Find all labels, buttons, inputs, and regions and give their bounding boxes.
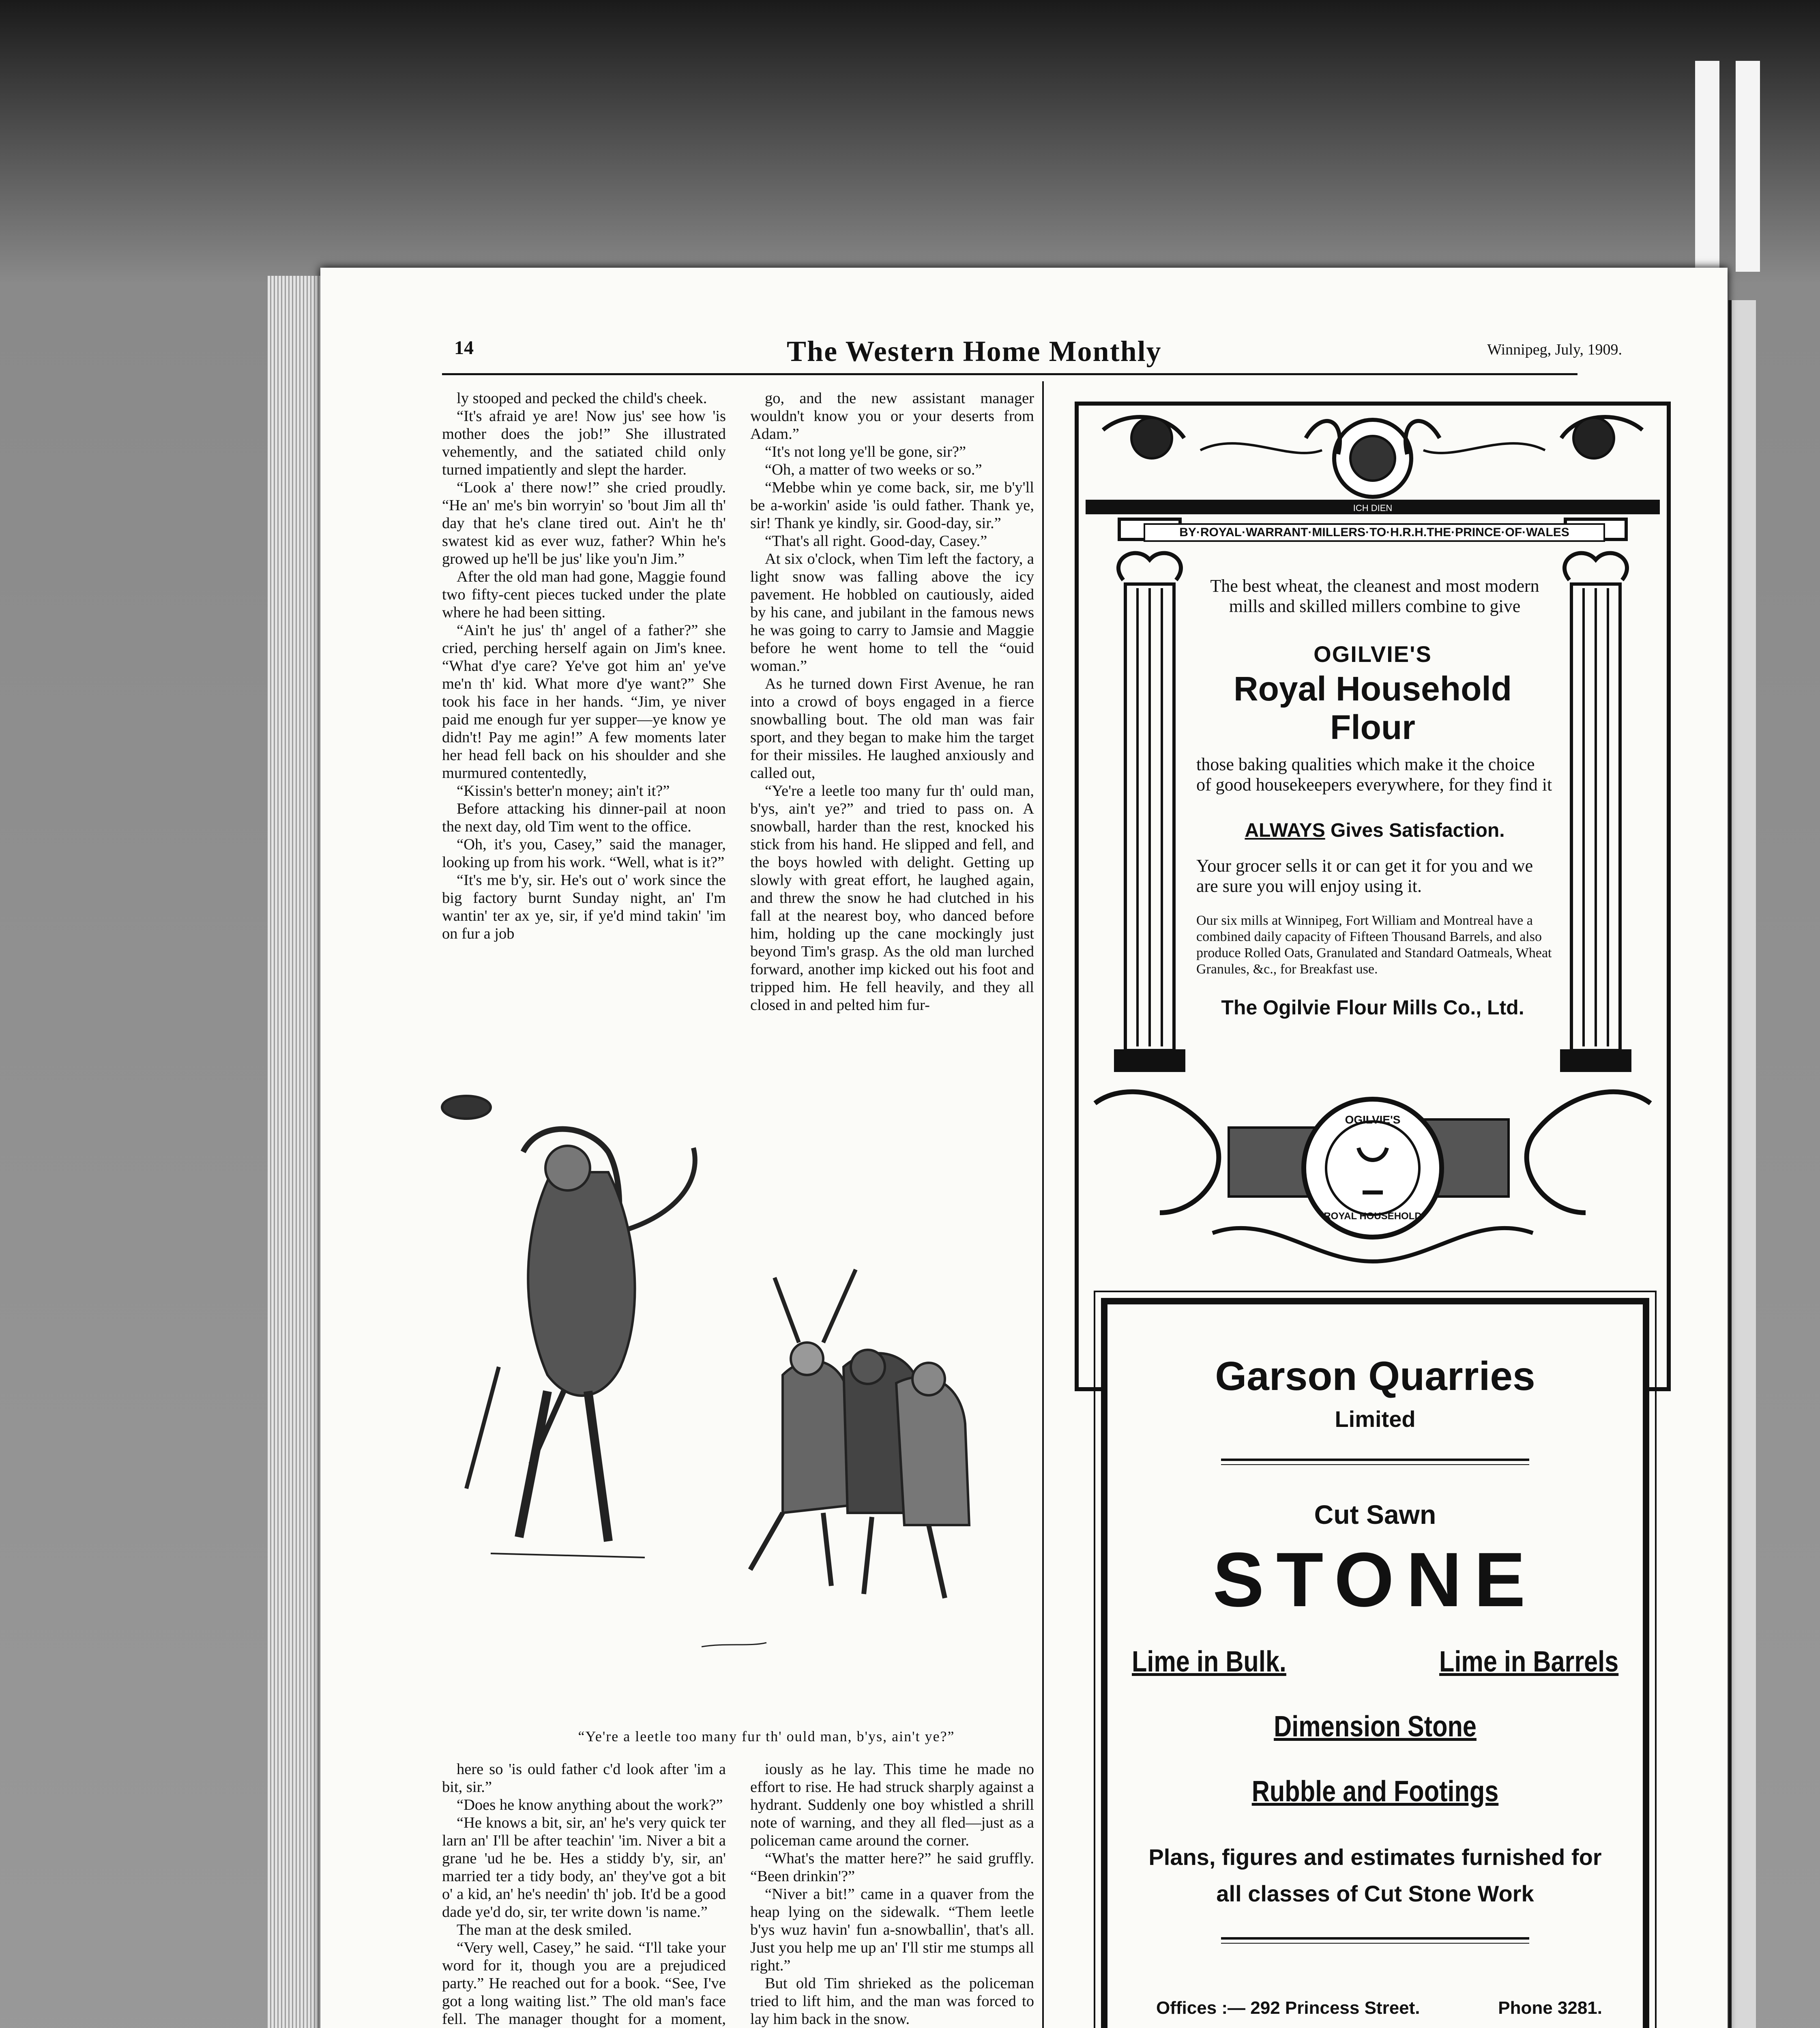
office-phone: Phone 3281.	[1498, 1998, 1602, 2018]
paragraph: After the old man had gone, Maggie found two fifty-cent pieces tucked under the plate where he had been sitting.	[442, 568, 726, 621]
brand-name: OGILVIE'S	[1313, 641, 1432, 667]
offices-address: Offices :— 292 Princess Street.	[1156, 1998, 1420, 2018]
paragraph: “That's all right. Good-day, Casey.”	[765, 533, 987, 550]
paragraph: “Look a' there now!” she cried proudly. “He an' me's bin worryin' so 'bout Jim all th' day that he's clane tired out. Ain't he th' swatest kid as ever wuz, father? Whin he's growed up he'll be jus' like you'n Jim.”	[442, 479, 726, 567]
film-bar	[1695, 61, 1719, 272]
plans-line-1: Plans, figures and estimates furnished for	[1148, 1844, 1602, 1870]
paragraph: “Ain't he jus' th' angel of a father?” she cried, perching herself again on Jim's knee. “What d'ye care? Ye've got him an' ye've me'n th' kid. What more d'ye want?” She took his face in her hands. “Jim, ye niver paid me enough fur yer supper—ye know ye didn't! Pay me agin!” A few moments later her head fell back on his shoulder and she murmured contentedly,	[442, 622, 726, 782]
story-column-2-bottom	[750, 1760, 1034, 2028]
story-column-1-bottom	[442, 1760, 726, 2028]
paragraph: Before attacking his dinner-pail at noon the next day, old Tim went to the office.	[442, 800, 726, 835]
rubble-footings-label: Rubble and Footings	[1251, 1775, 1499, 1808]
divider	[1221, 1459, 1529, 1461]
satisfaction-text: Gives Satisfaction.	[1325, 820, 1505, 841]
paragraph: “What's the matter here?” he said gruffly. “Been drinkin'?”	[750, 1850, 1034, 1885]
facing-page-edge	[1728, 300, 1756, 2028]
always-word: ALWAYS	[1245, 820, 1325, 841]
satisfaction-line	[1196, 819, 1553, 842]
paragraph: iously as he lay. This time he made no effort to rise. He had struck sharply against a hydrant. Suddenly one boy whistled a shrill note of warning, and they all fled—just as a policeman came around the corner.	[750, 1761, 1034, 1849]
product-name-line2: Flour	[1330, 708, 1415, 746]
paragraph: As he turned down First Avenue, he ran into a crowd of boys engaged in a fierce snowballing bout. The old man was fair sport, and they began to make him the target for their missiles. He laughed anxiously and called out,	[750, 675, 1034, 782]
magazine-page	[320, 268, 1728, 2028]
product-name-line1: Royal Household	[1233, 670, 1512, 708]
motto: ICH DIEN	[1353, 503, 1393, 513]
paragraph: “It's me b'y, sir. He's out o' work since the big factory burnt Sunday night, an' I'm wantin' ter ax ye, sir, if ye'd mind takin' 'im on fur a job	[442, 872, 726, 942]
divider	[1221, 1937, 1529, 1940]
paragraph: “Niver a bit!” came in a quaver from the heap lying on the sidewalk. “Them leetle b'ys wuz havin' fun a-snowballin', that's all. Just you help me up an' I'll stir me stumps all right.”	[750, 1886, 1034, 1974]
snowball-illustration	[418, 1059, 1026, 1687]
divider	[1221, 1943, 1529, 1944]
garson-quarries-ad	[1101, 1298, 1649, 2028]
lime-barrels-label: Lime in Barrels	[1439, 1646, 1618, 1678]
paragraph: “Very well, Casey,” he said. “I'll take your word for it, though you are a prejudiced party.” He reached out for a book. “See, I've got a long waiting list.” The old man's face fell. The manager thought for a moment,	[442, 1939, 726, 2028]
lime-bulk-label: Lime in Bulk.	[1132, 1646, 1286, 1678]
issue-date: Winnipeg, July, 1909.	[1487, 341, 1622, 358]
column-rule	[1042, 381, 1044, 2028]
paragraph: here so 'is ould father c'd look after 'im a bit, sir.”	[442, 1761, 726, 1796]
paragraph: “Ye're a leetle too many fur th' ould man, b'ys, ain't ye?” and tried to pass on. A snowball, harder than the rest, knocked his stick from his hand. He slipped and fell, and the boys howled with delight. Getting up slowly with great effort, he laughed again, and threw the snow he had clutched in his fall at the nearest boy, who danced before him, holding up the cane mockingly just beyond Tim's grasp. As the old man lurched forward, another imp kicked out his foot and tripped him. He fell heavily, and they all closed in and pelted him fur-	[750, 782, 1034, 1014]
limited-label: Limited	[1335, 1406, 1416, 1432]
paragraph: “Does he know anything about the work?”	[457, 1796, 723, 1813]
stone-heading: STONE	[1213, 1537, 1538, 1623]
grocer-text: Your grocer sells it or can get it for you and we are sure you will enjoy using it.	[1196, 856, 1533, 896]
product-description: those baking qualities which make it the choice of good housekeepers everywhere, for they find it	[1196, 754, 1552, 795]
paragraph: “Oh, it's you, Casey,” said the manager, looking up from his work. “Well, what is it?”	[442, 836, 726, 871]
paragraph: The man at the desk smiled.	[457, 1921, 632, 1938]
page-title: The Western Home Monthly	[787, 335, 1162, 367]
page-edges	[268, 276, 324, 2028]
royal-warrant-banner: BY·ROYAL·WARRANT·MILLERS·TO·H.R.H.THE·PRINCE·OF·WALES	[1144, 523, 1605, 542]
paragraph: “Kissin's better'n money; ain't it?”	[457, 782, 670, 799]
ogilvie-flour-ad	[1075, 402, 1671, 1391]
paragraph: “Oh, a matter of two weeks or so.”	[765, 461, 982, 478]
illustration-caption: “Ye're a leetle too many fur th' ould man, b'ys, ain't ye?”	[578, 1728, 955, 1744]
film-bar	[1736, 61, 1760, 272]
page-number: 14	[454, 337, 474, 359]
mills-text: Our six mills at Winnipeg, Fort William and Montreal have a combined daily capacity of Fifteen Thousand Barrels, and also produce Rolled Oats, Granulated and Standard Oatmeals, Wheat Granules, &c., for Breakfast use.	[1196, 913, 1552, 977]
paragraph: At six o'clock, when Tim left the factory, a light snow was falling above the icy pavement. He hobbled on cautiously, aided by his cane, and jubilant in the famous news he was going to carry to Jamsie and Maggie before he went home to tell the “ouid woman.”	[750, 550, 1034, 675]
paragraph: go, and the new assistant manager wouldn't know you or your deserts from Adam.”	[750, 390, 1034, 443]
ad-intro: The best wheat, the cleanest and most modern mills and skilled millers combine to give	[1210, 576, 1539, 616]
company-name: The Ogilvie Flour Mills Co., Ltd.	[1221, 996, 1524, 1019]
cut-sawn-label: Cut Sawn	[1314, 1500, 1436, 1530]
dimension-stone-label: Dimension Stone	[1274, 1710, 1477, 1743]
story-column-2-top	[750, 389, 1034, 1055]
seal-bottom-text: ROYAL HOUSEHOLD	[1324, 1211, 1422, 1222]
ornamental-frame	[1079, 406, 1667, 1387]
paragraph: “Mebbe whin ye come back, sir, me b'y'll be a-workin' aside 'is ould father. Thank ye, sir! Thank ye kindly, sir. Good-day, sir.”	[750, 479, 1034, 532]
paragraph: “He knows a bit, sir, an' he's very quick ter larn an' I'll be after teachin' 'im. Niver a bit a grane 'ud he be. Hes a stiddy b'y, sir, an' married ter a tidy body, an' they've got a bit o' a kid, an' he's needin' th' job. It'd be a good dade ye'd do, sir, ter write down 'is name.”	[442, 1814, 726, 1921]
company-name: Garson Quarries	[1215, 1353, 1535, 1399]
plans-line-2: all classes of Cut Stone Work	[1216, 1881, 1534, 1906]
paragraph: “It's afraid ye are! Now jus' see how 'is mother does the job!” She illustrated vehemently, and the satiated child only turned impatiently and slept the harder.	[442, 408, 726, 478]
header-rule	[442, 373, 1577, 375]
paragraph: “It's not long ye'll be gone, sir?”	[765, 443, 966, 460]
paragraph: But old Tim shrieked as the policeman tried to lift him, and the man was forced to lay him back in the snow.	[750, 1975, 1034, 2028]
story-column-1-top	[442, 389, 726, 1055]
divider	[1221, 1464, 1529, 1465]
paragraph: ly stooped and pecked the child's cheek.	[457, 390, 707, 407]
seal-top-text: OGILVIE'S	[1345, 1113, 1401, 1126]
